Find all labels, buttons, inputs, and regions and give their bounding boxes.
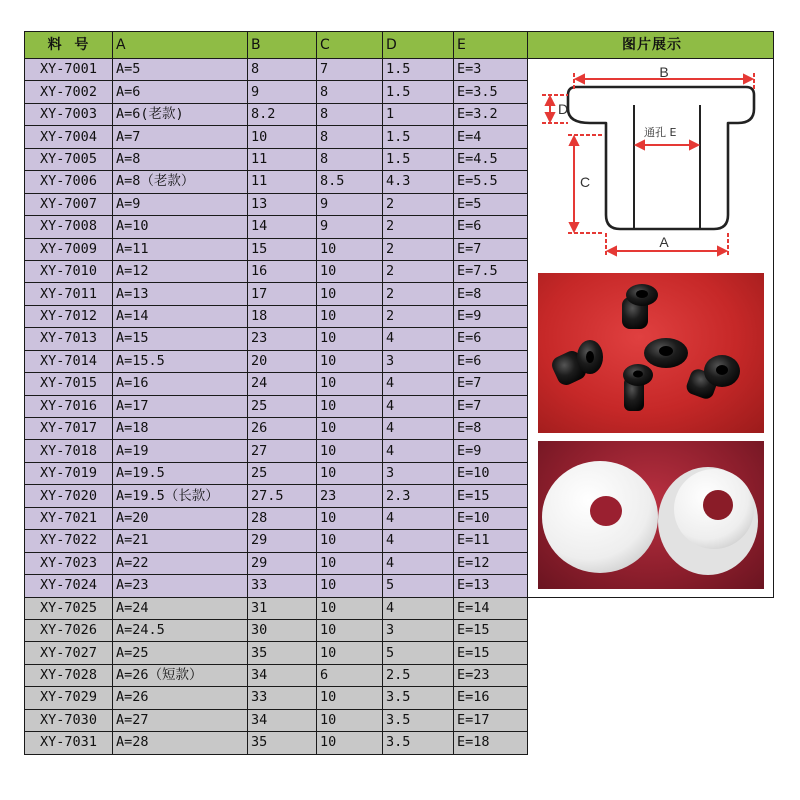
dimension-c-cell: 10 <box>317 597 383 619</box>
part-number-cell: XY-7014 <box>25 350 113 372</box>
dimension-e-cell: E=7 <box>454 373 528 395</box>
spec-table <box>24 31 774 755</box>
part-number-cell: XY-7013 <box>25 328 113 350</box>
dimension-c-cell: 10 <box>317 305 383 327</box>
dimension-d-cell: 4 <box>383 530 454 552</box>
dimension-e-cell: E=8 <box>454 418 528 440</box>
dimension-a-cell: A=25 <box>113 642 248 664</box>
dimension-e-cell: E=6 <box>454 216 528 238</box>
dimension-d-cell: 4 <box>383 552 454 574</box>
dimension-d-cell: 2 <box>383 260 454 282</box>
dimension-c-cell: 10 <box>317 552 383 574</box>
dimension-a-cell: A=6(老款) <box>113 103 248 125</box>
dimension-c-cell: 8 <box>317 81 383 103</box>
dimension-b-cell: 29 <box>248 552 317 574</box>
dimension-d-cell: 1.5 <box>383 148 454 170</box>
label-b: B <box>659 65 669 80</box>
dimension-c-cell: 10 <box>317 395 383 417</box>
header-part-number: 料 号 <box>25 32 113 59</box>
part-number-cell: XY-7028 <box>25 664 113 686</box>
dimension-c-cell: 10 <box>317 260 383 282</box>
part-number-cell: XY-7005 <box>25 148 113 170</box>
part-number-cell: XY-7017 <box>25 418 113 440</box>
image-display-cell <box>528 59 774 598</box>
dimension-a-cell: A=6 <box>113 81 248 103</box>
dimension-a-cell: A=7 <box>113 126 248 148</box>
dimension-b-cell: 11 <box>248 171 317 193</box>
dimension-d-cell: 3 <box>383 462 454 484</box>
label-through-hole-e: 通孔 E <box>644 126 677 139</box>
dimension-c-cell: 10 <box>317 507 383 529</box>
dimension-b-cell: 33 <box>248 575 317 597</box>
dimension-b-cell: 20 <box>248 350 317 372</box>
dimension-a-cell: A=24 <box>113 597 248 619</box>
part-number-cell: XY-7006 <box>25 171 113 193</box>
dimension-diagram <box>538 65 764 265</box>
part-number-cell: XY-7011 <box>25 283 113 305</box>
dimension-d-cell: 4 <box>383 373 454 395</box>
dimension-a-cell: A=5 <box>113 59 248 81</box>
dimension-e-cell: E=3.5 <box>454 81 528 103</box>
dimension-b-cell: 34 <box>248 664 317 686</box>
dimension-b-cell: 17 <box>248 283 317 305</box>
dimension-c-cell: 10 <box>317 462 383 484</box>
dimension-b-cell: 8 <box>248 59 317 81</box>
dimension-c-cell: 10 <box>317 530 383 552</box>
dimension-a-cell: A=17 <box>113 395 248 417</box>
dimension-d-cell: 5 <box>383 642 454 664</box>
dimension-c-cell: 10 <box>317 687 383 709</box>
dimension-b-cell: 25 <box>248 462 317 484</box>
dimension-a-cell: A=10 <box>113 216 248 238</box>
dimension-a-cell: A=27 <box>113 709 248 731</box>
part-number-cell: XY-7001 <box>25 59 113 81</box>
image-display <box>528 59 772 591</box>
dimension-c-cell: 9 <box>317 193 383 215</box>
dimension-e-cell: E=15 <box>454 642 528 664</box>
white-bushing-1 <box>542 461 658 573</box>
dimension-b-cell: 13 <box>248 193 317 215</box>
dimension-a-cell: A=13 <box>113 283 248 305</box>
dimension-e-cell: E=7.5 <box>454 260 528 282</box>
dimension-c-cell: 10 <box>317 328 383 350</box>
part-number-cell: XY-7023 <box>25 552 113 574</box>
dimension-d-cell: 4 <box>383 597 454 619</box>
dimension-b-cell: 11 <box>248 148 317 170</box>
black-bushing-3 <box>644 338 688 368</box>
dimension-d-cell: 2 <box>383 305 454 327</box>
black-bushing-5 <box>684 355 740 401</box>
dimension-b-cell: 27 <box>248 440 317 462</box>
part-number-cell: XY-7003 <box>25 103 113 125</box>
black-bushings-photo <box>538 273 764 433</box>
dimension-e-cell: E=18 <box>454 732 528 754</box>
dimension-d-cell: 4 <box>383 328 454 350</box>
part-number-cell: XY-7030 <box>25 709 113 731</box>
dimension-a-cell: A=19.5（长款） <box>113 485 248 507</box>
header-image-display: 图片展示 <box>528 32 774 59</box>
dimension-e-cell: E=13 <box>454 575 528 597</box>
dimension-a-cell: A=20 <box>113 507 248 529</box>
dimension-d-cell: 2 <box>383 193 454 215</box>
dimension-c-cell: 10 <box>317 642 383 664</box>
dimension-b-cell: 35 <box>248 732 317 754</box>
dimension-b-cell: 10 <box>248 126 317 148</box>
header-c: C <box>317 32 383 59</box>
dimension-b-cell: 31 <box>248 597 317 619</box>
dimension-d-cell: 1.5 <box>383 59 454 81</box>
dimension-d-cell: 4.3 <box>383 171 454 193</box>
dimension-b-cell: 15 <box>248 238 317 260</box>
part-number-cell: XY-7010 <box>25 260 113 282</box>
dimension-e-cell: E=15 <box>454 619 528 641</box>
dimension-e-cell: E=5 <box>454 193 528 215</box>
bushing-cross-section-drawing <box>538 65 764 265</box>
part-number-cell: XY-7029 <box>25 687 113 709</box>
dimension-d-cell: 1.5 <box>383 126 454 148</box>
dimension-a-cell: A=24.5 <box>113 619 248 641</box>
blank-area <box>528 597 774 754</box>
dimension-b-cell: 18 <box>248 305 317 327</box>
dimension-d-cell: 4 <box>383 418 454 440</box>
header-d: D <box>383 32 454 59</box>
dimension-b-cell: 28 <box>248 507 317 529</box>
dimension-e-cell: E=9 <box>454 305 528 327</box>
part-number-cell: XY-7015 <box>25 373 113 395</box>
header-b: B <box>248 32 317 59</box>
dimension-e-cell: E=7 <box>454 395 528 417</box>
part-number-cell: XY-7004 <box>25 126 113 148</box>
part-number-cell: XY-7016 <box>25 395 113 417</box>
dimension-c-cell: 8 <box>317 148 383 170</box>
dimension-e-cell: E=8 <box>454 283 528 305</box>
dimension-c-cell: 10 <box>317 350 383 372</box>
dimension-a-cell: A=22 <box>113 552 248 574</box>
dimension-d-cell: 3.5 <box>383 687 454 709</box>
dimension-e-cell: E=11 <box>454 530 528 552</box>
dimension-a-cell: A=12 <box>113 260 248 282</box>
black-bushing-2 <box>549 340 603 388</box>
label-c: C <box>580 174 591 190</box>
dimension-c-cell: 10 <box>317 440 383 462</box>
dimension-c-cell: 8 <box>317 126 383 148</box>
dimension-b-cell: 27.5 <box>248 485 317 507</box>
dimension-a-cell: A=15.5 <box>113 350 248 372</box>
dimension-d-cell: 1 <box>383 103 454 125</box>
dimension-a-cell: A=16 <box>113 373 248 395</box>
dimension-e-cell: E=6 <box>454 350 528 372</box>
dimension-a-cell: A=15 <box>113 328 248 350</box>
dimension-a-cell: A=11 <box>113 238 248 260</box>
part-number-cell: XY-7019 <box>25 462 113 484</box>
part-number-cell: XY-7024 <box>25 575 113 597</box>
dimension-e-cell: E=7 <box>454 238 528 260</box>
dimension-b-cell: 9 <box>248 81 317 103</box>
dimension-a-cell: A=19 <box>113 440 248 462</box>
dimension-c-cell: 8 <box>317 103 383 125</box>
header-row <box>25 32 774 59</box>
dimension-d-cell: 3 <box>383 619 454 641</box>
dimension-e-cell: E=23 <box>454 664 528 686</box>
dimension-d-cell: 5 <box>383 575 454 597</box>
label-a: A <box>659 234 669 250</box>
dimension-b-cell: 30 <box>248 619 317 641</box>
dimension-b-cell: 26 <box>248 418 317 440</box>
dimension-e-cell: E=3.2 <box>454 103 528 125</box>
header-e: E <box>454 32 528 59</box>
part-number-cell: XY-7027 <box>25 642 113 664</box>
dimension-b-cell: 34 <box>248 709 317 731</box>
dimension-c-cell: 10 <box>317 732 383 754</box>
dimension-e-cell: E=17 <box>454 709 528 731</box>
dimension-b-cell: 25 <box>248 395 317 417</box>
dimension-d-cell: 2.3 <box>383 485 454 507</box>
part-number-cell: XY-7007 <box>25 193 113 215</box>
dimension-e-cell: E=9 <box>454 440 528 462</box>
black-bushing-4 <box>623 364 653 411</box>
dimension-e-cell: E=5.5 <box>454 171 528 193</box>
dimension-c-cell: 10 <box>317 373 383 395</box>
dimension-b-cell: 23 <box>248 328 317 350</box>
dimension-a-cell: A=8（老款） <box>113 171 248 193</box>
dimension-c-cell: 6 <box>317 664 383 686</box>
dimension-c-cell: 10 <box>317 575 383 597</box>
dimension-c-cell: 9 <box>317 216 383 238</box>
dimension-a-cell: A=26（短款） <box>113 664 248 686</box>
black-bushing-1 <box>622 284 658 329</box>
part-number-cell: XY-7022 <box>25 530 113 552</box>
white-bushing-2 <box>658 467 758 575</box>
dimension-c-cell: 10 <box>317 283 383 305</box>
dimension-c-cell: 7 <box>317 59 383 81</box>
dimension-b-cell: 8.2 <box>248 103 317 125</box>
dimension-d-cell: 2 <box>383 238 454 260</box>
dimension-c-cell: 10 <box>317 709 383 731</box>
dimension-d-cell: 3.5 <box>383 709 454 731</box>
dimension-b-cell: 24 <box>248 373 317 395</box>
dimension-d-cell: 2 <box>383 283 454 305</box>
part-number-cell: XY-7012 <box>25 305 113 327</box>
white-bushings-photo <box>538 441 764 589</box>
part-number-cell: XY-7026 <box>25 619 113 641</box>
dimension-d-cell: 3.5 <box>383 732 454 754</box>
dimension-d-cell: 2 <box>383 216 454 238</box>
dimension-b-cell: 33 <box>248 687 317 709</box>
dimension-b-cell: 29 <box>248 530 317 552</box>
dimension-e-cell: E=10 <box>454 462 528 484</box>
dimension-d-cell: 4 <box>383 395 454 417</box>
table-row <box>25 59 774 81</box>
dimension-a-cell: A=8 <box>113 148 248 170</box>
dimension-c-cell: 10 <box>317 418 383 440</box>
dimension-c-cell: 10 <box>317 238 383 260</box>
dimension-a-cell: A=23 <box>113 575 248 597</box>
dimension-a-cell: A=26 <box>113 687 248 709</box>
part-number-cell: XY-7008 <box>25 216 113 238</box>
dimension-d-cell: 4 <box>383 507 454 529</box>
dimension-e-cell: E=4.5 <box>454 148 528 170</box>
dimension-d-cell: 2.5 <box>383 664 454 686</box>
dimension-a-cell: A=18 <box>113 418 248 440</box>
dimension-a-cell: A=19.5 <box>113 462 248 484</box>
table-row <box>25 597 774 619</box>
part-number-cell: XY-7025 <box>25 597 113 619</box>
dimension-d-cell: 4 <box>383 440 454 462</box>
dimension-e-cell: E=6 <box>454 328 528 350</box>
dimension-c-cell: 23 <box>317 485 383 507</box>
dimension-a-cell: A=21 <box>113 530 248 552</box>
dimension-b-cell: 35 <box>248 642 317 664</box>
dimension-e-cell: E=10 <box>454 507 528 529</box>
label-d: D <box>558 101 569 117</box>
dimension-a-cell: A=14 <box>113 305 248 327</box>
dimension-d-cell: 3 <box>383 350 454 372</box>
part-number-cell: XY-7009 <box>25 238 113 260</box>
dimension-e-cell: E=14 <box>454 597 528 619</box>
dimension-e-cell: E=12 <box>454 552 528 574</box>
part-number-cell: XY-7018 <box>25 440 113 462</box>
dimension-e-cell: E=16 <box>454 687 528 709</box>
dimension-a-cell: A=28 <box>113 732 248 754</box>
dimension-e-cell: E=3 <box>454 59 528 81</box>
dimension-a-cell: A=9 <box>113 193 248 215</box>
part-number-cell: XY-7002 <box>25 81 113 103</box>
header-a: A <box>113 32 248 59</box>
part-number-cell: XY-7020 <box>25 485 113 507</box>
part-number-cell: XY-7031 <box>25 732 113 754</box>
dimension-c-cell: 8.5 <box>317 171 383 193</box>
dimension-d-cell: 1.5 <box>383 81 454 103</box>
dimension-b-cell: 14 <box>248 216 317 238</box>
dimension-e-cell: E=15 <box>454 485 528 507</box>
dimension-c-cell: 10 <box>317 619 383 641</box>
dimension-e-cell: E=4 <box>454 126 528 148</box>
dimension-b-cell: 16 <box>248 260 317 282</box>
part-number-cell: XY-7021 <box>25 507 113 529</box>
